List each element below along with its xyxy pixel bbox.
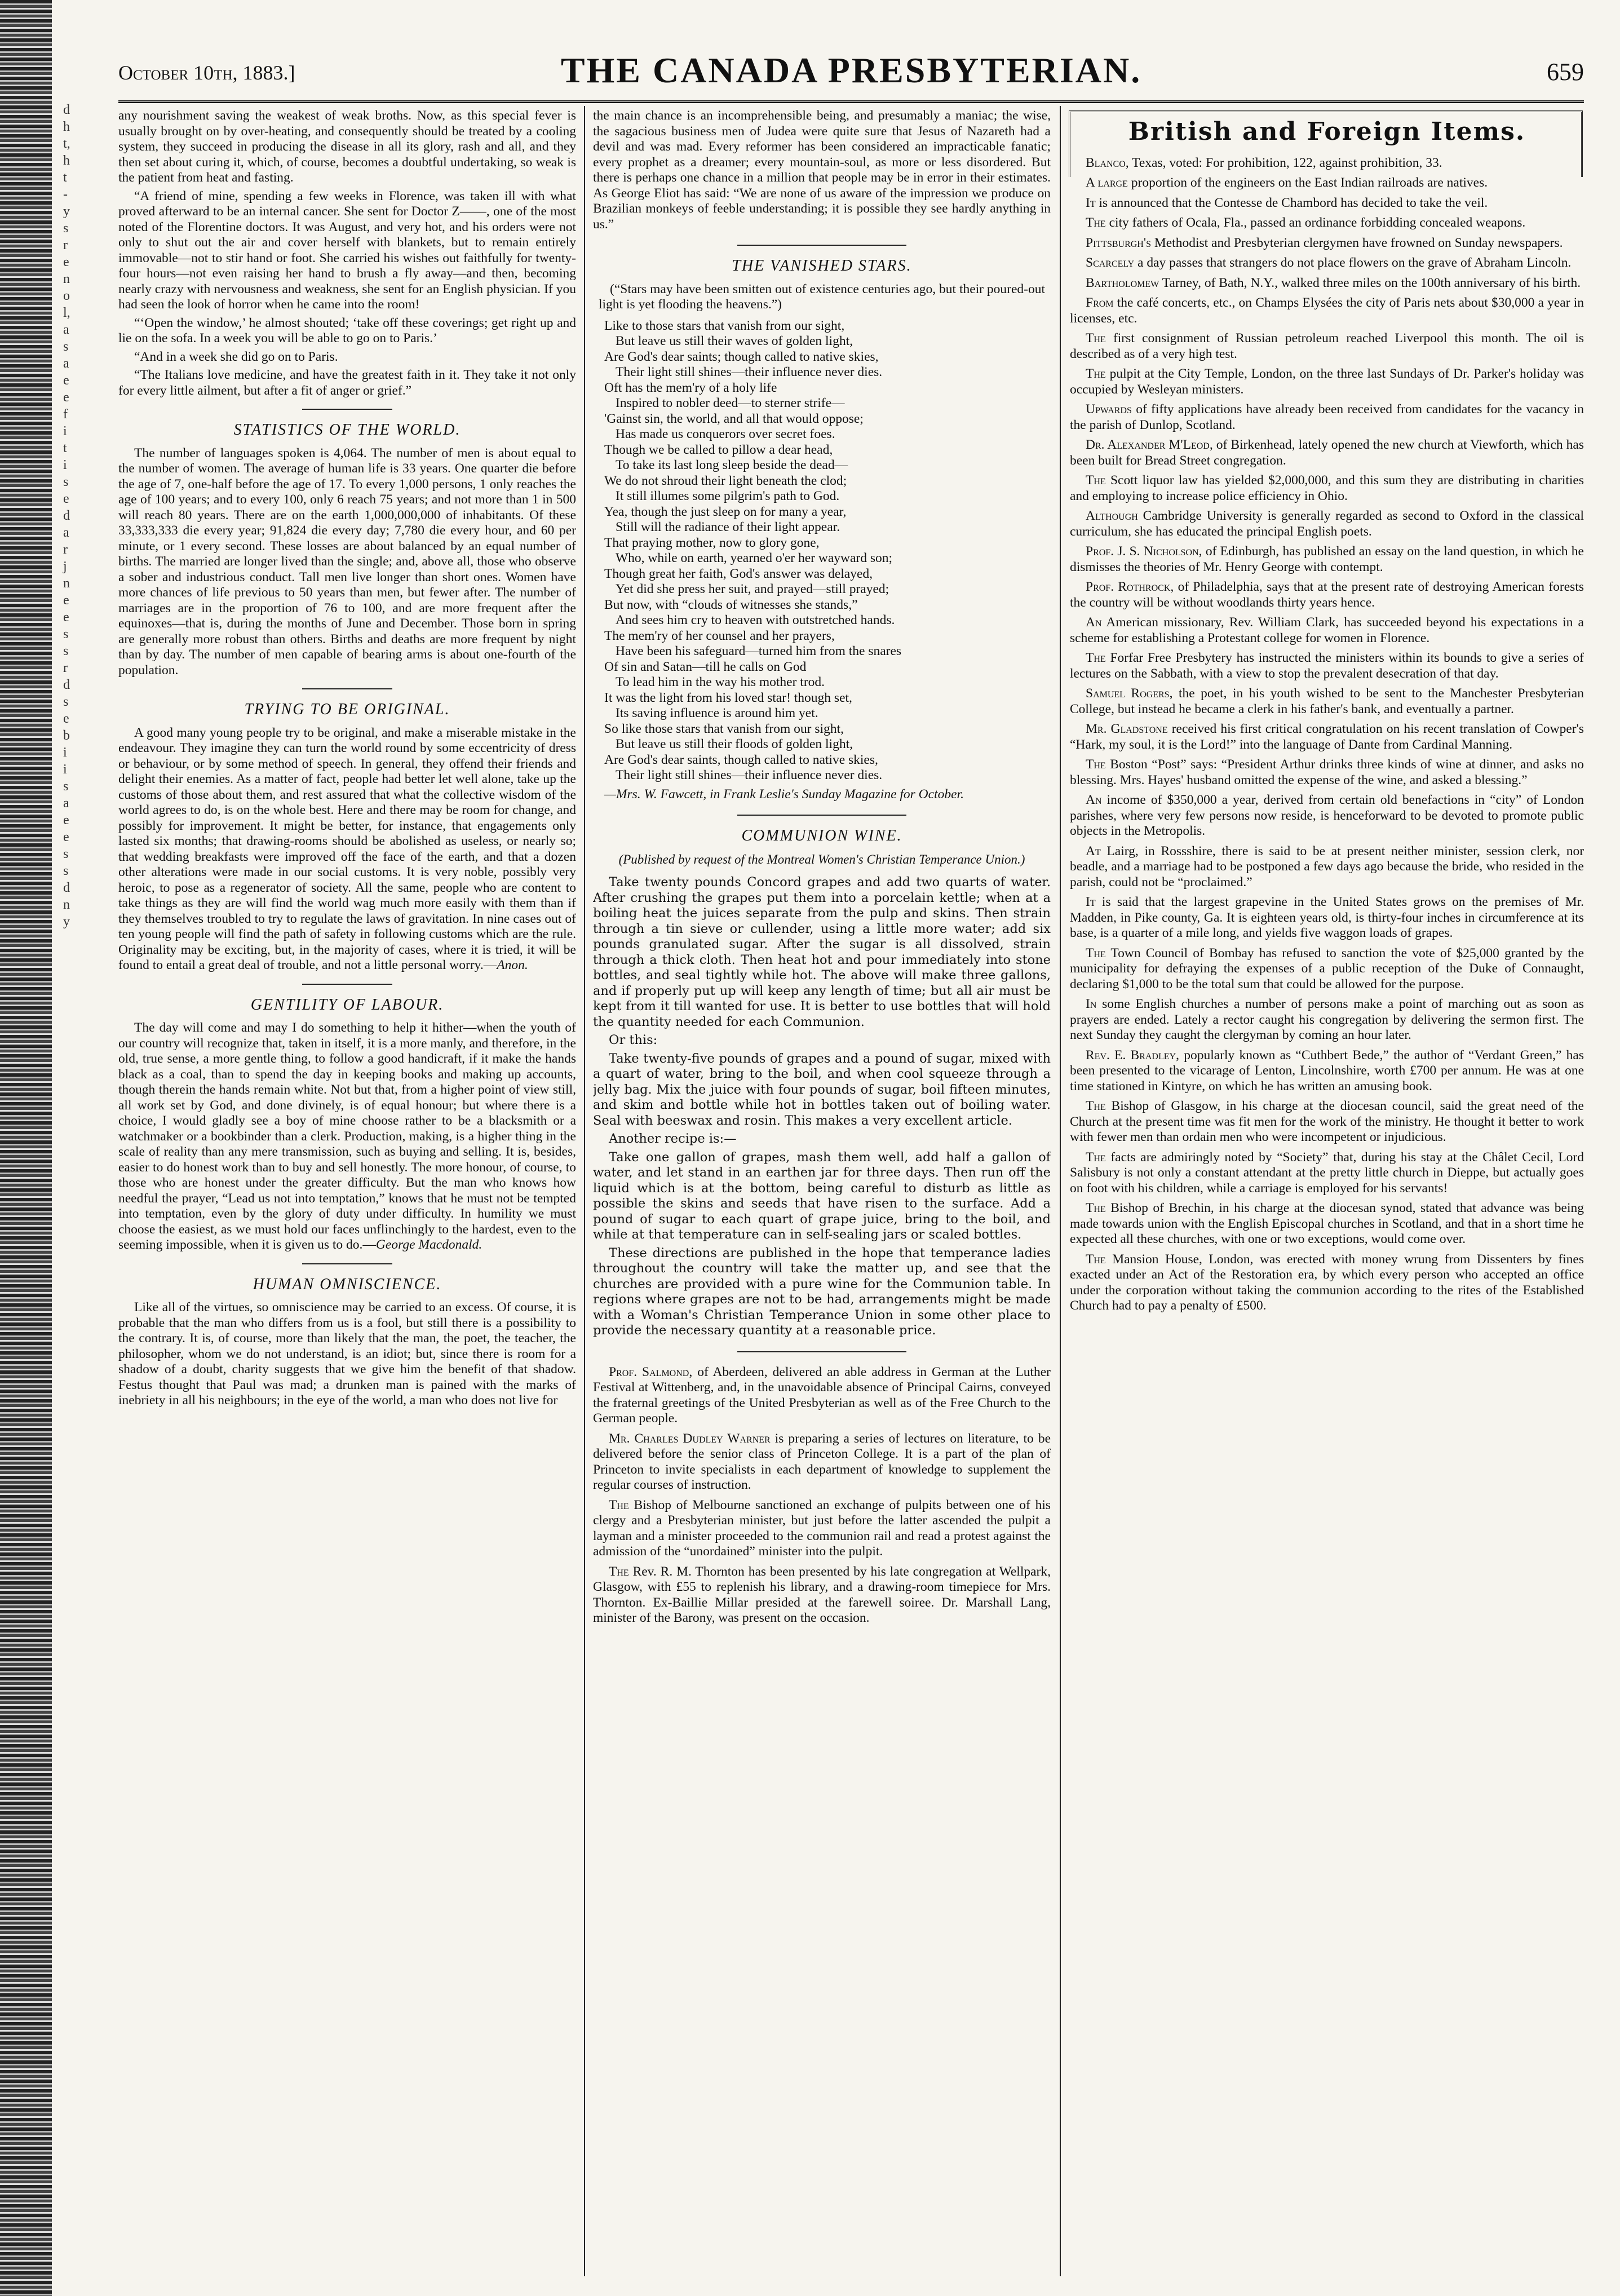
margin-fragment: b (63, 728, 70, 743)
news-item-lead: Blanco, (1086, 155, 1129, 170)
margin-fragment: s (63, 627, 69, 642)
news-item (1070, 946, 1584, 993)
news-item-text: popularly known as “Cuthbert Bede,” the author of “Verdant Green,” has been presented to the vicarage of Lenton, Lincolnshire, worth £700 per annum. He was at one time stationed in Kintyre, on which he has written an amusing book. (1070, 1047, 1584, 1094)
margin-fragment: e (63, 813, 69, 828)
news-item-lead: It (1086, 195, 1096, 210)
news-item (1070, 793, 1584, 839)
margin-fragment: s (63, 644, 69, 658)
poem-line: So like those stars that vanish from our sight, (604, 721, 844, 736)
masthead-title: THE CANADA PRESBYTERIAN. (560, 50, 1142, 90)
news-item-text: the café concerts, etc., on Champs Elysées the city of Paris nets about $30,000 a year in licenses, etc. (1070, 295, 1584, 326)
news-item-lead: The (1086, 215, 1106, 230)
header-date: October 10th, 1883.] (118, 61, 295, 84)
news-item-lead: The (1086, 651, 1106, 665)
margin-fragments (63, 101, 82, 930)
news-item-lead: The (1086, 757, 1106, 772)
section-title: TRYING TO BE ORIGINAL. (244, 701, 450, 718)
news-item (1070, 757, 1584, 788)
news-item (1070, 295, 1584, 326)
margin-fragment: o (63, 289, 70, 303)
section-rule (737, 1351, 906, 1352)
article-continuation (118, 108, 576, 399)
column-3 (1070, 108, 1584, 2273)
news-item-text: a day passes that strangers do not place flowers on the grave of Abraham Lincoln. (1137, 255, 1572, 270)
news-item-text: Scott liquor law has yielded $2,000,000, and this sum they are distributing in charities and employing to increase police efficiency in Ohio. (1070, 473, 1584, 503)
margin-fragment: s (63, 864, 69, 878)
news-item-text: Forfar Free Presbytery has instructed the ministers within its bounds to give a series of lectures on the Sabbath, with a view to stop the prevalent desecration of that day. (1070, 651, 1584, 681)
poem-line: Their light still shines—their influence never dies. (616, 365, 883, 379)
poem-line: But now, with “clouds of witnesses she stands,” (604, 597, 858, 612)
news-item-lead: Upwards (1086, 402, 1132, 417)
news-item-lead: At (1086, 843, 1101, 859)
news-item-text: of Philadelphia, says that at the present rate of destroying American forests the country will be without woodlands thirty years hence. (1070, 579, 1584, 610)
poem-line: And sees him cry to heaven with outstretched hands. (616, 613, 895, 627)
margin-fragment: n (63, 897, 70, 912)
section-rule (737, 815, 906, 816)
news-item (1070, 844, 1584, 891)
column-2 (593, 108, 1051, 2273)
recipe-paragraph: Take one gallon of grapes, mash them well, add half a gallon of water, and let stand in an earthen jar for three days. Then run off the liquid which is at the bottom, being careful to disturb as little as possible the skins and seeds that have risen to the surface. Add a pound of sugar to each quart of grape juice, bring to the boil, and while at that temperature can in self-sealing jars or scaled bottles. (593, 1149, 1051, 1242)
news-item-lead: Dr. Alexander M'Leod, (1086, 437, 1213, 452)
margin-fragment: i (63, 762, 67, 777)
news-item-lead: Pittsburgh's (1086, 235, 1151, 250)
margin-fragment: t (63, 170, 67, 185)
poem-line: Though we be called to pillow a dear head, (604, 442, 833, 457)
recipe-paragraph: These directions are published in the hope that temperance ladies throughout the country will take the matter up, and see that the churches are provided with a pure wine for the Communion table. In regions where grapes are not to be had, arrangements might be made with a Woman's Christian Temperance Union in some other place to provide the necessary quantity at a reasonable price. (593, 1245, 1051, 1338)
poem-line: Has made us conquerors over secret foes. (616, 427, 835, 441)
recipe-text (593, 875, 1051, 1339)
poem-line: The mem'ry of her counsel and her prayers, (604, 628, 835, 643)
section-rule (737, 245, 906, 246)
margin-fragment: i (63, 458, 67, 472)
margin-fragment: l, (63, 306, 70, 320)
news-item-text: received his first critical congratulation on his recent translation of Cowper's “Hark, my soul, it is the Lord!” into the language of Dante from Cardinal Manning. (1070, 722, 1584, 752)
section-title: STATISTICS OF THE WORLD. (233, 421, 461, 439)
news-item-text: of Edinburgh, has published an essay on the land question, in which he dismisses the theories of Mr. Henry George with contempt. (1070, 544, 1584, 574)
news-item (1070, 544, 1584, 575)
article-paragraph: The day will come and may I do something to help it hither—when the youth of our country will recognize that, taken in itself, it is a more manly, and therefore, in the old, true sense, a more gentle thing, to follow a good handicraft, if it make the hands black as a coal, than to spend the day in keeping books and making up accounts, though therein the hands remain white. Not but that, from a higher point of view still, all work set by God, and done divinely, is of equal honour; but where there is a choice, I would gladly see a boy of mine choose rather to be a blacksmith or a watchmaker or a bookbinder than a clerk. Production, making, is a higher thing in the scale of reality than any mere transmission, such as buying and selling. It is, besides, easier to do honest work than to buy and sell honestly. The more honour, of course, to those who are honest under the greater difficulty. But the man who knows how needful the prayer, “Lead us not into temptation,” knows that he must not be tempted into temptation, even by the glory of duty under difficulty. In humility we must choose the easiest, as we must hold our faces unflinchingly to the hardest, even to the seeming impossible, when it is given us to do.—George Macdonald. (118, 1020, 576, 1252)
margin-fragment: i (63, 424, 67, 439)
news-item-text: the poet, in his youth wished to be sent to the Manchester Presbyterian College, but instead he became a clerk in his father's bank, and eventually a partner. (1070, 686, 1584, 716)
column-1 (118, 108, 576, 2273)
news-item (1070, 1201, 1584, 1247)
news-item-text: American missionary, Rev. William Clark, has succeeded beyond his expectations in a scheme for establishing a Protestant college for women in Florence. (1070, 615, 1584, 645)
poem-line: Their light still shines—their influence never dies. (616, 768, 883, 782)
news-item (1070, 615, 1584, 646)
poem-line: Like to those stars that vanish from our sight, (604, 318, 845, 333)
margin-fragment: e (63, 373, 69, 388)
news-item-text: of Aberdeen, delivered an able address in German at the Luther Festival at Wittenberg, and, in the unavoidable absence of Principal Cairns, conveyed the fraternal greetings of the United Presbyterian as well as of the Free Church to the German people. (593, 1364, 1051, 1426)
margin-fragment: s (63, 475, 69, 489)
poem-line: It was the light from his loved star! though set, (604, 690, 852, 705)
article-signature: Anon. (497, 958, 528, 972)
news-item-lead: An (1086, 615, 1102, 630)
margin-fragment: t (63, 441, 67, 455)
news-item (1070, 1150, 1584, 1197)
margin-fragment: y (63, 914, 70, 929)
section-subtitle: (Published by request of the Montreal Women's Christian Temperance Union.) (618, 852, 1025, 866)
poem-line: Yea, though the just sleep on for many a year, (604, 504, 847, 519)
recipe-paragraph: Or this: (609, 1033, 658, 1047)
poem-line: Still will the radiance of their light appear. (616, 520, 840, 534)
news-item (1070, 437, 1584, 468)
news-item-lead: Samuel Rogers, (1086, 686, 1173, 701)
news-item-lead: The (609, 1497, 629, 1512)
margin-fragment: e (63, 830, 69, 844)
poem (604, 318, 1051, 784)
news-item-lead: Although (1086, 508, 1138, 523)
news-item (1070, 651, 1584, 682)
news-item (1070, 1048, 1584, 1095)
news-item (593, 1498, 1051, 1560)
news-item (1070, 686, 1584, 717)
news-item (1070, 997, 1584, 1043)
margin-fragment: s (63, 694, 69, 709)
margin-fragment: e (63, 492, 69, 506)
news-item-lead: Prof. Rothrock, (1086, 579, 1174, 594)
margin-fragment: a (63, 525, 69, 540)
news-item (593, 1431, 1051, 1493)
news-item (1070, 473, 1584, 504)
section-rule (302, 409, 392, 410)
article-paragraph: A good many young people try to be original, and make a miserable mistake in the endeavour. They imagine they can turn the world round by some eccentricity of dress or behaviour, or by some method of speech. In general, they offend their friends and delight their enemies. As a matter of fact, people had better let well alone, take up the customs of those about them, and rest assured that what the collective wisdom of the world agrees to do, is on the whole best. Here and there may be room for change, and possibly for improvement. It might be better, for instance, that engagements only lasted six months; that drawing-rooms should be abolished as useless, or nearly so; that wedding breakfasts were improved off the face of the earth, and that a dozen other alterations were made in our social customs. It is very noble, possibly very heroic, to pose as a regenerator of society. All the same, people who are content to take things as they are will find the world wag much more easily with them than if they themselves troubled to try to regulate the laws of gravitation. In nine cases out of ten young people will find the path of safety in following customs which are the rule. Originality may be exciting, but, in the majority of cases, where it is tried, it will be found to entail a great deal of trouble, and not a little personal worry.—Anon. (118, 725, 576, 972)
poem-line: To take its last long sleep beside the dead— (616, 458, 848, 472)
news-item-lead: The (1086, 1149, 1106, 1165)
news-item-lead: The (1086, 366, 1106, 381)
margin-fragment: n (63, 576, 70, 591)
poem-credit: —Mrs. W. Fawcett, in Frank Leslie's Sunday Magazine for October. (604, 786, 964, 802)
margin-fragment: h (63, 153, 70, 168)
margin-fragment: - (63, 187, 68, 202)
margin-fragment: d (63, 678, 70, 692)
section-title: GENTILITY OF LABOUR. (250, 996, 444, 1014)
news-item-lead: Scarcely (1086, 255, 1135, 270)
poem-line: Of sin and Satan—till he calls on God (604, 659, 807, 674)
article-paragraph: The number of languages spoken is 4,064. The number of men is about equal to the number of women. The average of human life is 33 years. One quarter die before the age of 7, one-half before the age of 17. To every 1,000 persons, 1 only reaches the age of 100 years; and to every 100, only 6 reach 75 years; and not more than 1 in 500 will reach 80 years. There are on the earth 1,000,000,000 of inhabitants. Of these 33,333,333 die every year; 91,824 die every day; 7,780 die every hour, and 60 per minute, or 1 every second. These losses are about balanced by an equal number of births. The married are longer lived than the single; and, above all, those who observe a sober and industrious conduct. Tall men live longer than short ones. Women have more chances of life previous to 50 years than men, but fewer after. The number of marriages are in the proportion of 76 to 100, and are more frequent after the equinoxes—that is, during the months of June and December. Those born in spring are generally more robust than others. Births and deaths are more frequent by night than by day. The number of men capable of bearing arms is about one-fourth of the population. (118, 445, 576, 678)
poem-line: It still illumes some pilgrim's path to God. (616, 489, 840, 503)
margin-fragment: d (63, 881, 70, 895)
recipe-paragraph: Take twenty pounds Concord grapes and add two quarts of water. After crushing the grapes put them into a porcelain kettle; when at a boiling heat the juices separate from the pulp and skins. Then strain through a tin sieve or cullender, using a little more water; add six pounds granulated sugar. After the sugar is all dissolved, strain through a thick cloth. Then heat hot and pour immediately into stone bottles, and seal tightly while hot. The above will make three gallons, and if properly put up will keep any length of time; but all air must be kept from it till wanted for use. It is better to use bottles that will hold the quantity needed for each Communion. (593, 875, 1051, 1029)
poem-line: Who, while on earth, yearned o'er her wayward son; (616, 551, 893, 565)
news-item-text: of Birkenhead, lately opened the new church at Viewforth, which has been built for Bread Street congregation. (1070, 437, 1584, 468)
news-item-text: Mansion House, London, was erected with money wrung from Dissenters by fines exacted under an Act of the Restoration era, by which every person who accepted an office under the corporation without taking the communion according to the rites of the Established Church had to pay a penalty of £500. (1070, 1251, 1584, 1313)
margin-fragment: r (63, 661, 68, 675)
news-item-text: first consignment of Russian petroleum reached Liverpool this month. The oil is described as of a very high test. (1070, 331, 1584, 361)
news-item-text: is preparing a series of lectures on literature, to be delivered before the senior class of Princeton College. It is a part of the plan of Princeton to invite specialists in each department of knowledge to supplement the regular courses of instruction. (593, 1431, 1051, 1492)
margin-fragment: r (63, 238, 68, 253)
news-item-text: Rev. R. M. Thornton has been presented by his late congregation at Wellpark, Glasgow, with £55 to replenish his library, and a drawing-room timepiece for Mrs. Thornton. Ex-Baillie Millar presided at the farewell soiree. Dr. Marshall Lang, minister of the Barony, was present on the occasion. (593, 1564, 1051, 1625)
margin-fragment: d (63, 508, 70, 523)
poem-line: Inspired to nobler deed—to sterner strife— (616, 396, 845, 410)
news-item-text: Town Council of Bombay has refused to sanction the vote of $25,000 granted by the municipality for defraying the expenses of a public reception of the Duke of Connaught, declaring $1,000 to be the total sum that could be allowed for the purpose. (1070, 945, 1584, 992)
news-item-lead: The (1086, 1251, 1106, 1267)
news-item (1070, 1099, 1584, 1145)
news-item-text: Lairg, in Rossshire, there is said to be at present neither minister, session clerk, nor beadle, and a marriage had to be postponed a few days ago because the bride, who resided in the parish, could not be “proclaimed.” (1070, 843, 1584, 890)
news-item-lead: Mr. Charles Dudley Warner (609, 1431, 771, 1446)
margin-fragment: e (63, 610, 69, 625)
news-item-text: Bishop of Melbourne sanctioned an exchange of pulpits between one of his clergy and a Presbyterian minister, but just before the latter ascended the pulpit a layman and a minister proceeded to the communion rail and read a protest against the admission of the “unordained” minister into the pulpit. (593, 1497, 1051, 1559)
poem-line: But leave us still their waves of golden light, (616, 334, 853, 348)
news-items (1070, 156, 1584, 1314)
news-item (1070, 722, 1584, 753)
news-item-text: Texas, voted: For prohibition, 122, against prohibition, 33. (1132, 155, 1442, 170)
news-item-lead: Mr. Gladstone (1086, 722, 1168, 736)
news-item-text: Tarney, of Bath, N.Y., walked three miles on the 100th anniversary of his birth. (1162, 275, 1581, 290)
news-item (1070, 895, 1584, 941)
margin-fragment: i (63, 745, 67, 760)
news-item (1070, 366, 1584, 397)
news-item-text: some English churches a number of persons make a point of marching out as soon as prayers are ended. Lately a rector caught his congregation by delivering the sermon first. The next Sunday they caught the clergyman by coming an hour later. (1070, 997, 1584, 1042)
news-item-lead: It (1086, 895, 1096, 909)
page-binding-edge (0, 0, 52, 2296)
news-item-text: income of $350,000 a year, derived from certain old benefactions in “city” of London parishes, where very few persons now reside, is henceforward to be devoted to promote public objects in the Metropolis. (1070, 793, 1584, 838)
news-item-lead: Prof. Salmond, (609, 1364, 693, 1379)
margin-fragment: h (63, 120, 70, 134)
article-paragraph: any nourishment saving the weakest of weak broths. Now, as this special fever is usually brought on by over-heating, and consequently should be treated by a cooling system, they succeed in producing the disease in all its glory, rash and all, and they then set about curing it, which, of course, becomes a doubtful undertaking, so weak is the patient from heat and fasting. (118, 108, 576, 185)
poem-line: Are God's dear saints, though called to native skies, (604, 752, 878, 767)
article-paragraph: “And in a week she did go on to Paris. (134, 349, 338, 364)
news-item (1070, 579, 1584, 611)
column-divider (1060, 106, 1061, 2276)
poem-line: We do not shroud their light beneath the clod; (604, 473, 847, 488)
news-item-text: Boston “Post” says: “President Arthur drinks three kinds of wine at dinner, and asks no blessing. Mrs. Hayes' husband omitted the expense of the wine, and asked a blessing.” (1070, 757, 1584, 788)
poem-line: To lead him in the way his mother trod. (616, 675, 825, 689)
news-item-text: is announced that the Contesse de Chambord has decided to take the veil. (1099, 195, 1488, 210)
news-item (593, 1365, 1051, 1427)
margin-fragment: e (63, 255, 69, 269)
news-item-text: of fifty applications have already been received from candidates for the vacancy in the parish of Dunlop, Scotland. (1070, 402, 1584, 432)
news-item-lead: Prof. J. S. Nicholson, (1086, 544, 1202, 559)
news-item (1070, 196, 1584, 211)
page-number: 659 (1547, 58, 1584, 86)
poem-line: That praying mother, now to glory gone, (604, 535, 820, 550)
news-item (593, 1564, 1051, 1626)
news-item-text: proportion of the engineers on the East Indian railroads are natives. (1131, 175, 1488, 190)
margin-fragment: a (63, 356, 69, 371)
section-title: THE VANISHED STARS. (732, 257, 912, 275)
section-rule (302, 1263, 392, 1264)
news-item-lead: From (1086, 295, 1114, 310)
news-item-text: is said that the largest grapevine in the United States grows on the premises of Mr. Madden, in Pike county, Ga. It is eighteen years old, is thirty-four inches in circumference at its base, is a quarter of a mile long, and yields five waggon loads of grapes. (1070, 895, 1584, 940)
margin-fragment: s (63, 339, 69, 354)
poem-epigraph: (“Stars may have been smitten out of existence centuries ago, but their poured-out light is yet flooding the heavens.”) (599, 281, 1045, 312)
article-paragraph: Like all of the virtues, so omniscience may be carried to an excess. Of course, it is probable that the man who differs from us is a fool, but still there is a possibility to the contrary. It is, of course, more than likely that the man, the poet, the teacher, the philosopher, whom we do not understand, is an idiot; but, since there is room for a shadow of a doubt, charity suggests that we give him the benefit of that shadow. Festus thought that Paul was mad; a drunken man is pained with the marks of inebriety in all his neighbours; in the eye of the world, a man who does not live for (118, 1300, 576, 1408)
margin-fragment: s (63, 779, 69, 794)
margin-fragment: f (63, 407, 68, 422)
poem-line: Yet did she press her suit, and prayed—still prayed; (616, 582, 889, 596)
recipe-paragraph: Another recipe is:— (609, 1131, 737, 1146)
news-item-lead: The (1086, 945, 1106, 961)
news-item-lead: In (1086, 997, 1097, 1011)
margin-fragment: t, (63, 136, 70, 151)
recipe-paragraph: Take twenty-five pounds of grapes and a pound of sugar, mixed with a quart of water, bring to the boil, and when cool squeeze through a jelly bag. Mix the juice with four pounds of sugar, boil fifteen minutes, and skim and bottle while hot in bottles taken out of boiling water. Seal with beeswax and rosin. This makes a very excellent article. (593, 1051, 1051, 1128)
margin-fragment: a (63, 796, 69, 811)
news-item (1070, 175, 1584, 191)
poem-line: Its saving influence is around him yet. (616, 706, 818, 720)
margin-fragment: e (63, 390, 69, 405)
margin-fragment: d (63, 103, 70, 117)
section-title: COMMUNION WINE. (741, 827, 902, 844)
margin-fragment: a (63, 322, 69, 337)
column-divider (584, 106, 585, 2276)
article-paragraph: “The Italians love medicine, and have the greatest faith in it. They take it not only for every little ailment, but after a fit of anger or grief.” (118, 368, 576, 398)
article-paragraph: “A friend of mine, spending a few weeks in Florence, was taken ill with what proved afterward to be an internal cancer. She sent for Doctor Z——, one of the most noted of the Florentine doctors. It was August, and very hot, and his orders were not only to shut out the air and cover herself with blankets, but to remain entirely immovable—not to stir hand or foot. She carried his wishes out faithfully for twenty-four hours—not even raising her hand to brush a fly away—and then, becoming nearly crazy with nervousness and weakness, she sent for an English physician. If you had seen the look of horror when he came into the room! (118, 188, 576, 312)
margin-fragment: y (63, 204, 70, 219)
page-header (118, 39, 1584, 101)
header-rule (118, 100, 1584, 103)
news-item-lead: A large (1086, 175, 1128, 190)
news-item (1070, 1252, 1584, 1314)
margin-fragment: j (63, 559, 67, 574)
news-item-text: Bishop of Brechin, in his charge at the diocesan synod, stated that advance was being made towards union with the English Episcopal churches in Scotland, and that in a short time he expected all these churches, with one or two exceptions, would come over. (1070, 1201, 1584, 1246)
margin-fragment: e (63, 711, 69, 726)
margin-fragment: n (63, 272, 70, 286)
news-item-text: Cambridge University is generally regarded as second to Oxford in the classical curriculum, she has educated the principal English poets. (1070, 508, 1584, 539)
news-item-lead: The (609, 1564, 629, 1579)
section-rule (302, 984, 392, 985)
news-item (1070, 215, 1584, 231)
poem-line: 'Gainst sin, the world, and all that would oppose; (604, 411, 864, 426)
news-item (1070, 331, 1584, 362)
news-item-text: Bishop of Glasgow, in his charge at the diocesan council, said the great need of the Church at the present time was fit men for the work of the ministry. He thought it better to work with fewer men than ordain men who were incompetent or injudicious. (1070, 1099, 1584, 1144)
news-item-text: city fathers of Ocala, Fla., passed an ordinance forbidding concealed weapons. (1109, 215, 1526, 230)
news-item (1070, 255, 1584, 271)
news-item (1070, 156, 1584, 171)
margin-fragment: s (63, 847, 69, 861)
margin-fragment: e (63, 593, 69, 608)
news-item-lead: Rev. E. Bradley, (1086, 1047, 1179, 1063)
news-item (1070, 276, 1584, 291)
article-signature: George Macdonald. (375, 1237, 483, 1252)
news-item (1070, 508, 1584, 539)
news-item-lead: Bartholomew (1086, 275, 1159, 290)
section-heading: British and Foreign Items. (1128, 117, 1526, 146)
news-item (1070, 236, 1584, 251)
news-item-lead: The (1086, 331, 1106, 346)
news-item-text: Methodist and Presbyterian clergymen have frowned on Sunday newspapers. (1154, 235, 1563, 250)
news-item (1070, 402, 1584, 433)
news-item-lead: The (1086, 473, 1106, 488)
poem-line: Are God's dear saints; though called to native skies, (604, 349, 879, 364)
news-item-lead: An (1086, 793, 1102, 807)
margin-fragment: s (63, 221, 69, 236)
poem-line: Have been his safeguard—turned him from the snares (616, 644, 902, 658)
section-title: HUMAN OMNISCIENCE. (253, 1275, 442, 1293)
poem-line: Oft has the mem'ry of a holy life (604, 380, 777, 395)
news-item-text: facts are admiringly noted by “Society” that, during his stay at the Châlet Cecil, Lord Salisbury is not only a constant attendant at the pretty little church in Dieppe, but actually goes on foot with his children, while a carriage is employed for his servants! (1070, 1149, 1584, 1196)
poem-line: But leave us still their floods of golden light, (616, 737, 853, 751)
section-rule (302, 688, 392, 689)
article-continuation: the main chance is an incomprehensible being, and presumably a maniac; the wise, the sagacious business men of Judea were quite sure that Jesus of Nazareth had a devil and was mad. Every reformer has been considered an impracticable fanatic; every prophet as a dreamer; every mountain-soul, as more or less disordered. But there is perhaps one chance in a million that people may be in error in their estimates. As George Eliot has said: “We are none of us aware of the impression we produce on Brazilian monkeys of feeble understanding; it is possible they see hardly anything in us.” (593, 108, 1051, 232)
news-item-lead: The (1086, 1099, 1106, 1113)
margin-fragment: r (63, 542, 68, 557)
poem-line: Though great her faith, God's answer was delayed, (604, 566, 873, 581)
article-paragraph: “‘Open the window,’ he almost shouted; ‘take off these coverings; get right up and lie on the sofa. In a week you will be able to go on to Paris.’ (118, 315, 576, 346)
news-item-text: pulpit at the City Temple, London, on the three last Sundays of Dr. Parker's holiday was occupied by Wesleyan ministers. (1070, 366, 1584, 397)
news-item-lead: The (1086, 1201, 1106, 1215)
news-notes (593, 1365, 1051, 1626)
